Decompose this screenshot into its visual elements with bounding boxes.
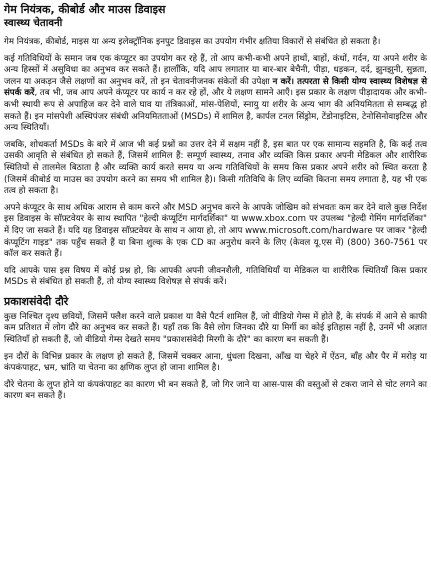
paragraph-discomfort-text-c: , तब भी, जब आप अपने कंप्यूटर पर कार्य न कर रहे हों, और ये लक्षण सामने आएँ। इस प्रकार के लक्षण पीड़ादायक और कभी-कभी स्थायी रूप से अपाहिज कर देने वाले घाव या तंत्रिकाओं, मांस-पेशियों, स्नायु या शरीर के अन्य भाग की अनियमितता से सम्बद्ध हो सकते हैं। इन मांसपेशी अस्थिपंजर संबंधी अनियमितताओं (MSDs) में शामिल है, कार्पल टनल सिंड्रोम, टेंडोनाइटिस, टेनोसिनोवाइटिस और अन्य स्थितियाँ।	[4, 88, 427, 134]
health-warning-heading: स्वास्थ्य चेतावनी	[4, 18, 63, 29]
paragraph-seizure-injury: दौरे चेतना के लुप्त होने या कंपकंपाहट का कारण भी बन सकते हैं, जो गिर जाने या आस-पास की वस्तुओं से टकरा जाने से चोट लगने का कारण बन सकते हैं।	[4, 379, 427, 402]
paragraph-intro: गेम नियंत्रक, कीबोर्ड, माइस या अन्य इलेक्ट्रॉनिक इनपुट डिवाइस का उपयोग गंभीर क्षतिया विकारों से संबंधित हो सकता है।	[4, 37, 381, 47]
paragraph-questions: यदि आपके पास इस विषय में कोई प्रश्न हो, कि आपकी अपनी जीवनशैली, गतिविधियाँ या मेडिकल या शारीरिक स्थितियाँ किस प्रकार MSDs से संबंधित हो सकती हैं, तो योग्य स्वास्थ्य विशेषज्ञ से संपर्क करें।	[4, 265, 427, 288]
paragraph-discomfort-text-a: कई गतिविधियों के समान जब एक कंप्यूटर का उपयोग कर रहे हैं, तो आप कभी-कभी अपने हाथों, बाहों, कंधों, गर्दन, या अपने शरीर के अन्य हिस्सों में असुविधा का अनुभव कर सकते हैं। हालाँकि, यदि आप लगातार या बार-बार बेचैनी, पीड़ा, धड़कन, दर्द, झुनझुनी, सुन्नता, जलन या अकड़न जैसे लक्षणों का अनुभव करें, तो इन चेतावनीजनक संकेतों की उपेक्षा	[4, 53, 427, 87]
paragraph-guidance: अपने कंप्यूटर के साथ अधिक आराम से काम करने और MSD अनुभव करने के आपके जोखिम को संभवतः कम कर देने वाले कुछ निर्देश इस डिवाइस के सॉफ़्टवेयर के साथ स्थापित "हेल्दी कंप्यूटिंग मार्गदर्शिका" या www.xbox.com पर उपलब्ध "हेल्दी गेमिंग मार्गदर्शिका" में दिए जा सकते हैं। यदि यह डिवाइस सॉफ़्टवेयर के साथ न आया हो, तो आप www.microsoft.com/hardware पर जाकर "हेल्दी कंप्यूटिंग गाइड" तक पहुँच सकते हैं या बिना शुल्क के एक CD का अनुरोध करने के लिए (केवल यू.एस में) (800) 360-7561 पर कॉल कर सकते हैं।	[4, 202, 427, 260]
paragraph-seizure-symptoms: इन दौरों के विभिन्न प्रकार के लक्षण हो सकते हैं, जिसमें चक्कर आना, धुंधला दिखना, आँख या चेहरे में ऐंठन, बाँह और पैर में मरोड़ या कंपकंपाहट, भ्रम, भ्रांति या चेतना का क्षणिक लुप्त हो जाना शामिल है।	[4, 351, 427, 374]
document-title: गेम नियंत्रक, कीबोर्ड और माउस डिवाइस	[4, 3, 166, 16]
paragraph-discomfort	[4, 54, 427, 135]
paragraph-discomfort-bold: न करें। तत्परता से किसी योग्य स्वास्थ्य विशेषज्ञ से संपर्क करें	[4, 76, 428, 99]
paragraph-msd-research: जबकि, शोधकर्ता MSDs के बारे में आज भी कई प्रश्नों का उत्तर देने में सक्षम नहीं हैं, इस बात पर एक सामान्य सहमति है, कि कई तत्व उसकी आवृति से संबंधित हो सकते हैं, जिसमें शामिल हैं: सम्पूर्ण स्वास्थ्य, तनाव और व्यक्ति किस प्रकार अपनी मेडिकल और शारीरिक स्थितियों से तालमेल बिठाता है और व्यक्ति कार्य करते समय या अन्य गतिविधियों के समय किस प्रकार अपने शरीर को स्थित करता है (जिसमें कीबोर्ड या माउस का उपयोग करने का समय भी शामिल है)। किसी गतिविधि के लिए व्यक्ति कितना समय लगाता है, यह भी एक तत्व हो सकता है।	[4, 139, 427, 197]
paragraph-seizures-intro: कुछ निश्चित दृश्य छवियों, जिसमें फ्लैश करने वाले प्रकाश या वैसे पैटर्न शामिल हैं, जो वीडियो गेम्स में होते हैं, के संपर्क में आने से काफी कम प्रतिशत में लोग दौरे का अनुभव कर सकते हैं। यहाँ तक कि वैसे लोग जिनका दौरे या मिर्गी का कोई इतिहास नहीं है, उनमें भी अज्ञात स्थितियाँ हो सकती हैं, जो वीडियो गेम्स देखते समय "प्रकाशसंवेदी मिरगी के दौरे" का कारण बन सकती हैं।	[4, 311, 427, 346]
section-photosensitive-heading: प्रकाशसंवेदी दौरे	[4, 294, 69, 308]
